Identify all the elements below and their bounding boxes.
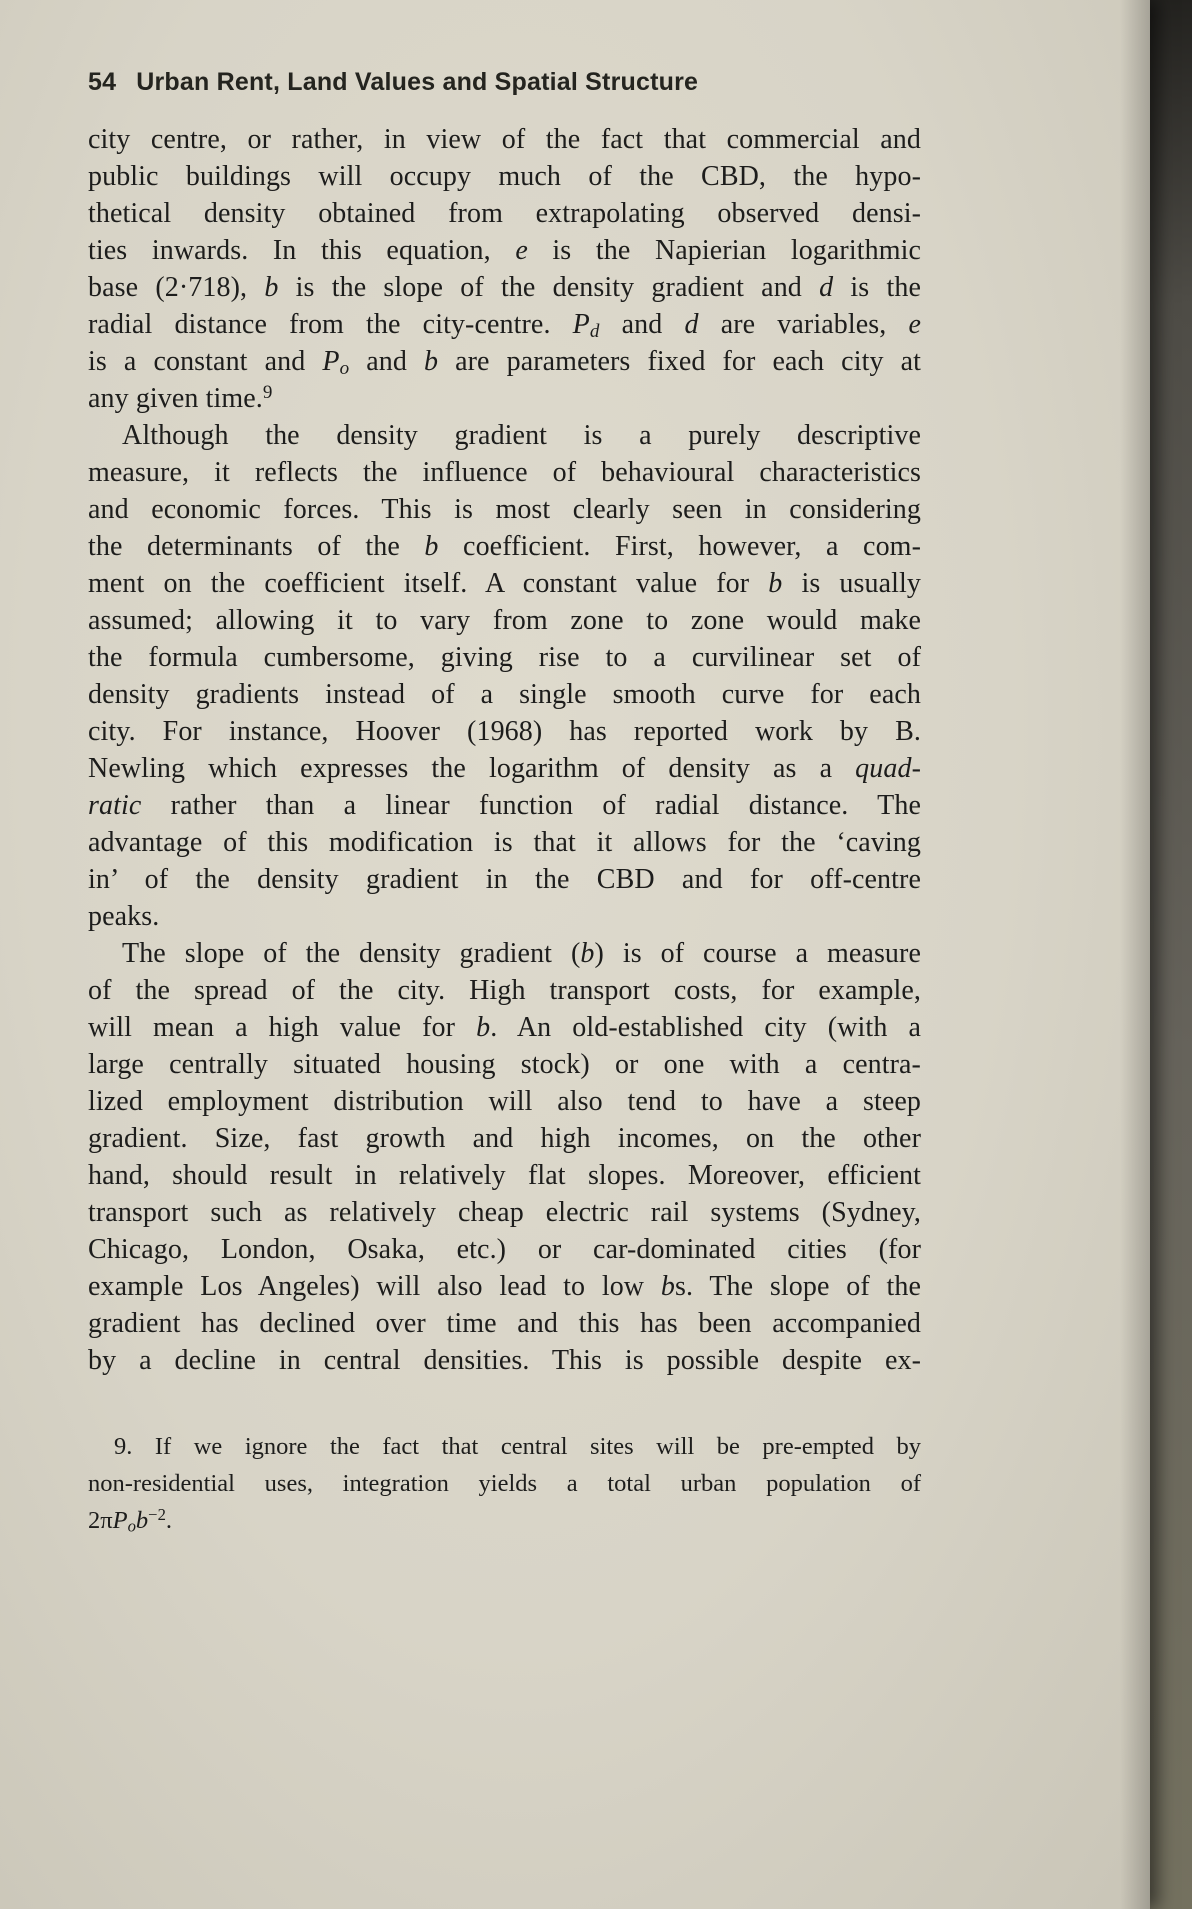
text-line: thetical density obtained from extrapolating observed densi- [88,198,921,229]
text-line: Chicago, London, Osaka, etc.) or car-dominated cities (for [88,1234,921,1265]
footnote [88,1428,921,1539]
text-line: assumed; allowing it to vary from zone to zone would make [88,605,921,636]
text-line: the formula cumbersome, giving rise to a curvilinear set of [88,642,921,673]
text-line: large centrally situated housing stock) or one with a centra- [88,1049,921,1080]
running-title: Urban Rent, Land Values and Spatial Structure [136,68,699,96]
italic-text: P [112,1507,128,1534]
italic-text: b [424,531,439,562]
text-line: ment on the coefficient itself. A constant value for b is usually [88,568,921,599]
text-line: will mean a high value for b. An old-established city (with a [88,1012,921,1043]
text-line: density gradients instead of a single smooth curve for each [88,679,921,710]
italic-text: b [135,1507,149,1534]
text-line: city centre, or rather, in view of the fact that commercial and [88,124,921,155]
text-line: gradient has declined over time and this has been accompanied [88,1308,921,1339]
subscript: o [127,1516,136,1536]
text-line: advantage of this modification is that it allows for the ‘caving [88,827,921,858]
text-line: peaks. [88,901,160,932]
text-line: of the spread of the city. High transport costs, for example, [88,975,921,1006]
italic-text: b [476,1012,491,1043]
text-line: transport such as relatively cheap electric rail systems (Sydney, [88,1197,921,1228]
italic-text: ratic [88,790,142,821]
text-line: Newling which expresses the logarithm of density as a quad- [88,753,921,784]
italic-text: d [684,309,699,340]
subscript: o [339,358,350,380]
italic-text: b [768,568,783,599]
italic-text: e [908,309,921,340]
italic-text: b [264,272,279,303]
text-line: the determinants of the b coefficient. First, however, a com- [88,531,921,562]
text-line: lized employment distribution will also tend to have a steep [88,1086,921,1117]
italic-text: d [819,272,834,303]
body-text [88,121,921,1379]
text-line: ratic rather than a linear function of radial distance. The [88,790,921,821]
text-line: any given time.$^9$ [88,381,273,414]
text-line: Although the density gradient is a purely descriptive [122,420,921,451]
text-line: 9. If we ignore the fact that central sites will be pre-empted by [114,1433,921,1460]
italic-text: b [423,346,439,377]
italic-text: b [580,938,595,969]
text-line: city. For instance, Hoover (1968) has reported work by B. [88,716,921,747]
text-line: $2\pi P_ob^{-2}$. [88,1505,173,1536]
italic-text: quad- [855,753,921,784]
text-line: non-residential uses, integration yields a total urban population of [88,1470,921,1497]
subscript: d [589,321,600,343]
text-line: measure, it reflects the influence of behavioural characteristics [88,457,921,488]
italic-text: b [660,1271,675,1302]
superscript: 9 [262,381,273,403]
italic-text: P [572,309,590,340]
text-line: public buildings will occupy much of the CBD, the hypo- [88,161,921,192]
text-line: and economic forces. This is most clearly seen in considering [88,494,921,525]
text-line: radial distance from the city-centre. $P_d$ and d are variables, e [88,309,921,343]
text-line: by a decline in central densities. This is possible despite ex- [88,1345,921,1376]
text-line: is a constant and $P_o$ and b are parameters fixed for each city at [88,346,921,380]
text-line: ties inwards. In this equation, e is the Napierian logarithmic [88,235,921,266]
superscript: −2 [148,1505,166,1525]
page-header [88,68,698,97]
text-line: The slope of the density gradient (b) is of course a measure [122,938,921,969]
page-number: 54 [88,68,117,96]
text-line: base (2·718), b is the slope of the density gradient and d is the [88,272,921,303]
italic-text: e [515,235,528,266]
text-line: example Los Angeles) will also lead to low bs. The slope of the [88,1271,921,1302]
italic-text: P [322,346,340,377]
text-line: hand, should result in relatively flat slopes. Moreover, efficient [88,1160,921,1191]
text-line: in’ of the density gradient in the CBD and for off-centre [88,864,921,895]
text-line: gradient. Size, fast growth and high incomes, on the other [88,1123,921,1154]
